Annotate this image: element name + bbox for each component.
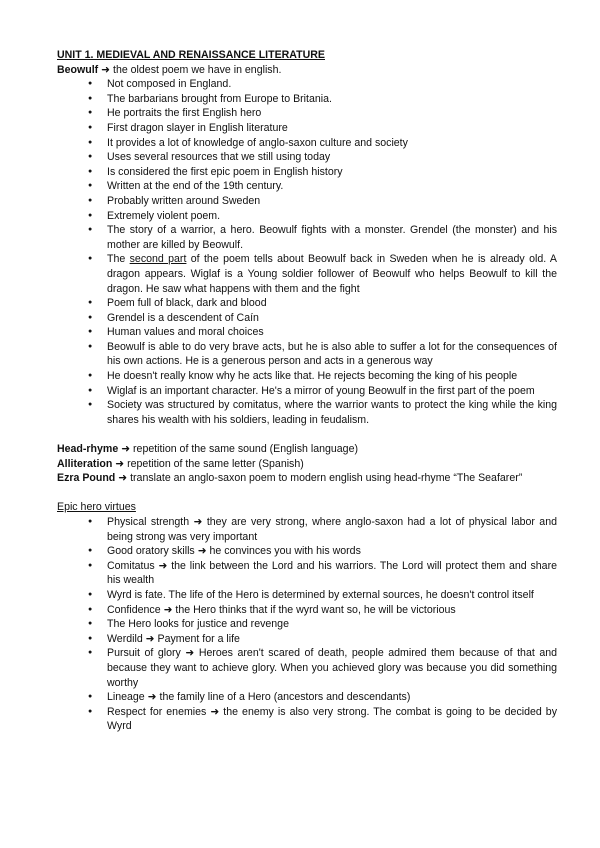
list-item: ● Written at the end of the 19th century. bbox=[57, 179, 557, 194]
list-item: ● First dragon slayer in English literature bbox=[57, 121, 557, 136]
epic-term: Confidence bbox=[107, 603, 161, 616]
epic-text: the family line of a Hero (ancestors and descendants) bbox=[159, 691, 411, 704]
list-item bbox=[57, 559, 557, 588]
epic-text: he convinces you with his words bbox=[209, 545, 361, 558]
definition-text: repetition of the same letter (Spanish) bbox=[127, 457, 304, 470]
list-item: ● Human values and moral choices bbox=[57, 325, 557, 340]
definition-text: repetition of the same sound (English language) bbox=[133, 443, 358, 456]
epic-term: Comitatus bbox=[107, 559, 155, 572]
arrow-icon: ➜ bbox=[193, 516, 203, 528]
epic-text: they are very strong, where anglo-saxon had a lot of physical labor and being strong was very important bbox=[107, 516, 557, 543]
list-item: ● Grendel is a descendent of Caín bbox=[57, 311, 557, 326]
epic-term: Physical strength bbox=[107, 516, 190, 528]
list-item: ● Probably written around Sweden bbox=[57, 194, 557, 209]
list-item: ● He portraits the first English hero bbox=[57, 106, 557, 121]
list-item bbox=[57, 515, 557, 544]
definition-term: Alliteration bbox=[57, 457, 113, 470]
definition-line bbox=[57, 457, 557, 472]
beowulf-list bbox=[57, 77, 557, 427]
arrow-icon: ➜ bbox=[145, 632, 155, 645]
epic-text: the link between the Lord and his warriors. The Lord will protect them and share his wealth bbox=[107, 559, 557, 587]
list-item: ● Extremely violent poem. bbox=[57, 209, 557, 224]
list-item bbox=[57, 632, 557, 647]
epic-text: the Hero thinks that if the wyrd want so, he will be victorious bbox=[175, 603, 456, 616]
list-item-second-part bbox=[57, 252, 557, 296]
list-item: ● Wyrd is fate. The life of the Hero is determined by external sources, he doesn't control itself bbox=[57, 588, 557, 603]
list-item: ● Society was structured by comitatus, where the warrior wants to protect the king while the king shares his wealth with his soldiers, leading in feudalism. bbox=[57, 398, 557, 427]
list-item: ● He doesn't really know why he acts like that. He rejects becoming the king of his people bbox=[57, 369, 557, 384]
list-item: ● Wiglaf is an important character. He's a mirror of young Beowulf in the first part of the poem bbox=[57, 384, 557, 399]
arrow-icon: ➜ bbox=[121, 443, 131, 456]
arrow-icon: ➜ bbox=[101, 63, 111, 76]
list-item bbox=[57, 603, 557, 618]
list-item bbox=[57, 544, 557, 559]
arrow-icon: ➜ bbox=[185, 647, 195, 660]
definition-line bbox=[57, 442, 557, 457]
spacer bbox=[57, 427, 557, 442]
epic-term: Good oratory skills bbox=[107, 545, 195, 558]
list-item bbox=[57, 705, 557, 734]
list-item: ● The barbarians brought from Europe to Britania. bbox=[57, 92, 557, 107]
epic-term: Werdild bbox=[107, 632, 143, 645]
list-item: ● Uses several resources that we still using today bbox=[57, 150, 557, 165]
arrow-icon: ➜ bbox=[158, 559, 168, 572]
epic-heading: Epic hero virtues bbox=[57, 501, 136, 514]
list-item: ● The Hero looks for justice and revenge bbox=[57, 617, 557, 632]
definition-line bbox=[57, 471, 557, 486]
arrow-icon: ➜ bbox=[115, 457, 125, 470]
second-part-pre: The bbox=[107, 253, 130, 266]
arrow-icon: ➜ bbox=[163, 603, 173, 616]
epic-term: Lineage bbox=[107, 691, 145, 704]
epic-list bbox=[57, 515, 557, 734]
spacer bbox=[57, 486, 557, 501]
epic-text: Heroes aren't scared of death, people admired them because of that and because they want to achieve glory. When you achieved glory was because you did something worthy bbox=[107, 647, 557, 689]
document-content bbox=[57, 48, 557, 734]
arrow-icon: ➜ bbox=[118, 472, 128, 485]
arrow-icon: ➜ bbox=[147, 691, 157, 704]
definition-text: translate an anglo-saxon poem to modern english using head-rhyme “The Seafarer” bbox=[130, 472, 523, 485]
list-item: ● Beowulf is able to do very brave acts, but he is also able to suffer a lot for the consequences of his own actions. He is a generous person and acts in a generous way bbox=[57, 340, 557, 369]
list-item: ● Not composed in England. bbox=[57, 77, 557, 92]
list-item bbox=[57, 690, 557, 705]
epic-text: Payment for a life bbox=[157, 632, 240, 645]
arrow-icon: ➜ bbox=[197, 545, 207, 558]
epic-text: the enemy is also very strong. The combat is going to be decided by Wyrd bbox=[107, 705, 557, 733]
page-title: UNIT 1. MEDIEVAL AND RENAISSANCE LITERATURE bbox=[57, 49, 325, 61]
list-item: ● Poem full of black, dark and blood bbox=[57, 296, 557, 311]
beowulf-term: Beowulf bbox=[57, 63, 99, 76]
beowulf-definition bbox=[57, 63, 557, 78]
definition-term: Ezra Pound bbox=[57, 472, 116, 485]
list-item bbox=[57, 646, 557, 690]
second-part-underlined: second part bbox=[129, 253, 187, 266]
arrow-icon: ➜ bbox=[210, 705, 220, 718]
list-item: ● The story of a warrior, a hero. Beowulf fights with a monster. Grendel (the monster) and his mother are killed by Beowulf. bbox=[57, 223, 557, 252]
epic-term: Pursuit of glory bbox=[107, 647, 181, 660]
list-item: ● Is considered the first epic poem in English history bbox=[57, 165, 557, 180]
list-item: ● It provides a lot of knowledge of anglo-saxon culture and society bbox=[57, 136, 557, 151]
epic-term: Respect for enemies bbox=[107, 705, 207, 718]
beowulf-def: the oldest poem we have in english. bbox=[113, 63, 282, 76]
second-part-post: of the poem tells about Beowulf back in Sweden when he is already old. A dragon appears. Wiglaf is a Young soldier follower of Beowulf who helps Beowulf to kill the dragon. He saw what happens with them and the fight bbox=[107, 253, 557, 295]
definition-term: Head-rhyme bbox=[57, 443, 119, 456]
